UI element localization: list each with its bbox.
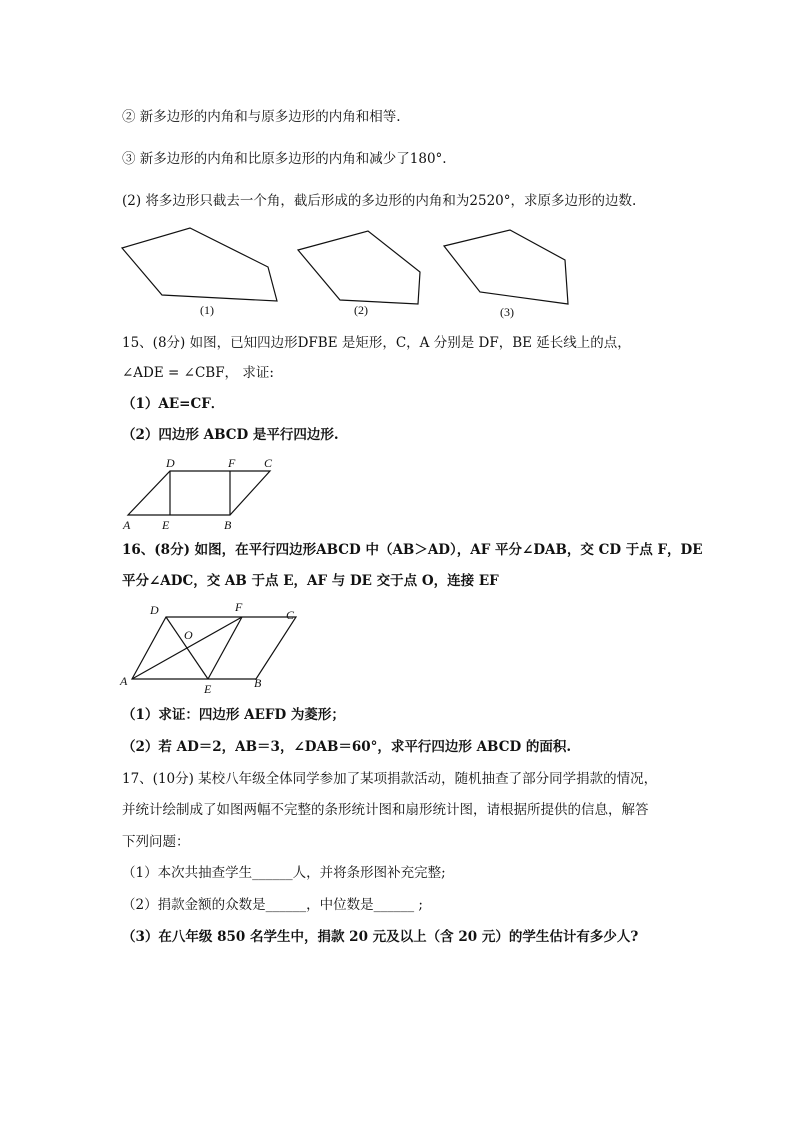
question-16-part-2: （2）若 AD＝2，AB＝3，∠DAB＝60°，求平行四边形 ABCD 的面积. bbox=[122, 739, 572, 755]
parallelogram-abcd bbox=[128, 471, 270, 515]
question-16-text: 16、(8分) 如图，在平行四边形ABCD 中（AB＞AD），AF 平分∠DAB，交 CD 于点 F，DE bbox=[122, 542, 703, 558]
figure-15 bbox=[118, 455, 288, 535]
question-16-part-1: （1）求证：四边形 AEFD 为菱形； bbox=[122, 707, 345, 723]
question-15-condition: ∠ADE = ∠CBF， 求证: bbox=[122, 365, 274, 381]
label-a-16: A bbox=[120, 674, 128, 688]
label-f: F bbox=[228, 456, 236, 470]
label-b: B bbox=[224, 518, 232, 532]
label-f-16: F bbox=[235, 601, 243, 614]
question-15-part-2: （2）四边形 ABCD 是平行四边形. bbox=[122, 427, 339, 443]
polygon-3 bbox=[444, 230, 568, 304]
segment-de-16 bbox=[166, 617, 208, 679]
question-17-part-3: （3）在八年级 850 名学生中，捐款 20 元及以上（含 20 元）的学生估计有多少人? bbox=[122, 929, 639, 945]
label-c-16: C bbox=[286, 608, 295, 622]
label-b-16: B bbox=[254, 676, 262, 690]
question-15-part-1: （1）AE=CF． bbox=[122, 396, 225, 412]
question-16-text-cont: 平分∠ADC，交 AB 于点 E，AF 与 DE 交于点 O，连接 EF bbox=[122, 573, 499, 589]
polygon-2-caption: (2) bbox=[354, 303, 368, 317]
polygon-2 bbox=[298, 231, 420, 304]
parallelogram-abcd-16 bbox=[132, 617, 296, 679]
question-17-text: 17、(10分) 某校八年级全体同学参加了某项捐款活动，随机抽查了部分同学捐款的情况， bbox=[122, 771, 658, 787]
polygon-3-caption: (3) bbox=[500, 305, 514, 319]
question-17-part-2: （2）捐款金额的众数是______，中位数是______ ; bbox=[122, 897, 423, 913]
polygon-1-caption: (1) bbox=[200, 303, 214, 317]
label-d-16: D bbox=[150, 603, 159, 617]
statement-3: ③ 新多边形的内角和比原多边形的内角和减少了180°. bbox=[122, 151, 447, 167]
question-15-text: 15、(8分) 如图，已知四边形DFBE 是矩形，C，A 分别是 DF，BE 延长线上的点， bbox=[122, 335, 631, 351]
polygons-figure bbox=[110, 222, 580, 322]
label-e: E bbox=[162, 518, 170, 532]
statement-2: ② 新多边形的内角和与原多边形的内角和相等. bbox=[122, 109, 401, 125]
question-17-text-cont2: 下列问题： bbox=[122, 834, 190, 850]
label-e-16: E bbox=[204, 682, 212, 696]
label-d: D bbox=[166, 456, 175, 470]
figure-16 bbox=[116, 601, 316, 696]
label-a: A bbox=[123, 518, 131, 532]
question-17-part-1: （1）本次共抽查学生______人，并将条形图补充完整; bbox=[122, 865, 446, 881]
polygon-1 bbox=[122, 228, 277, 301]
label-c: C bbox=[264, 456, 273, 470]
label-o-16: O bbox=[184, 628, 193, 642]
question-14-part-2: (2) 将多边形只截去一个角，截后形成的多边形的内角和为2520°，求原多边形的边数. bbox=[122, 193, 637, 209]
question-17-text-cont: 并统计绘制成了如图两幅不完整的条形统计图和扇形统计图，请根据所提供的信息，解答 bbox=[122, 802, 649, 818]
